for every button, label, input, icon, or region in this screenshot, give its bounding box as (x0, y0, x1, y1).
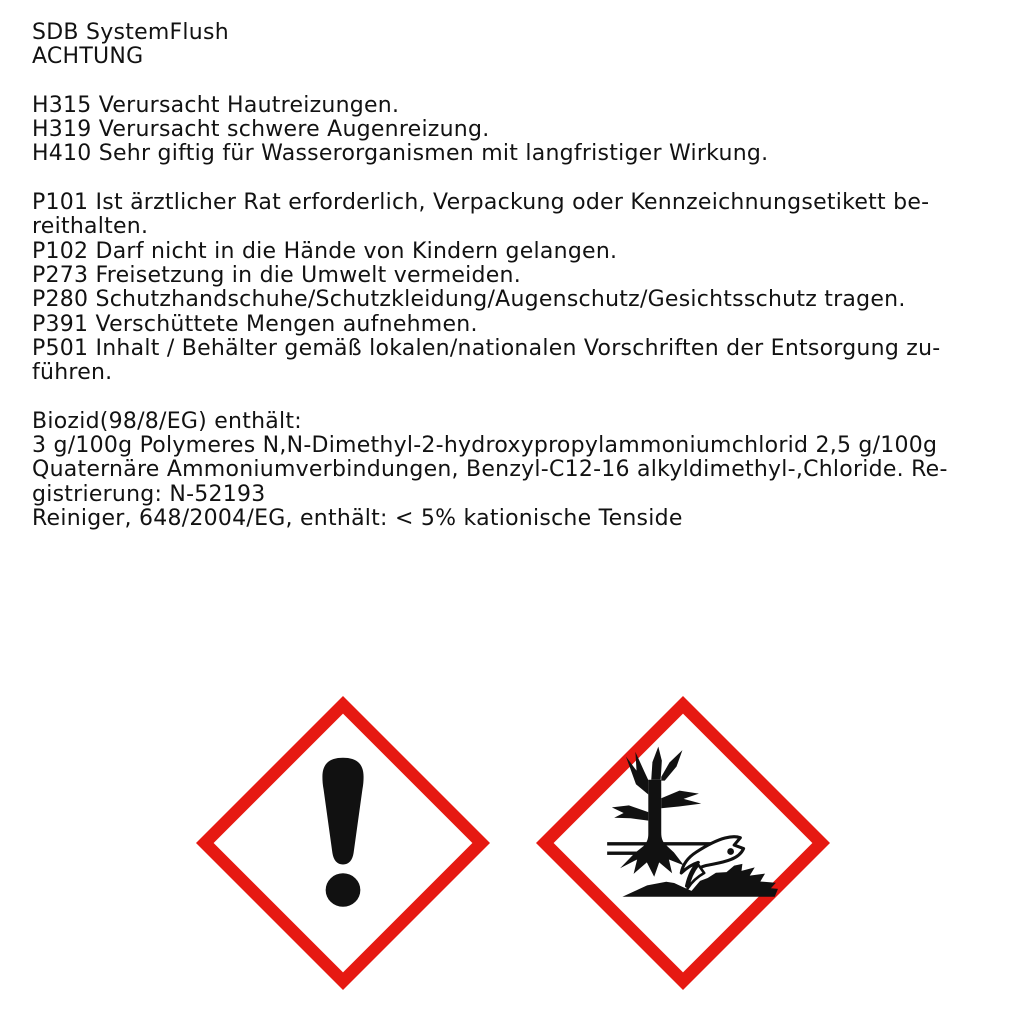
p-statement-p102: P102 Darf nicht in die Hände von Kindern gelangen. (32, 238, 618, 264)
ghs09-pictogram (536, 696, 830, 990)
biocide-registration: gistrierung: N-52193 (32, 481, 266, 507)
exclamation-dot (326, 873, 361, 907)
biocide-composition-line2: Quaternäre Ammoniumverbindungen, Benzyl-C12-16 alkyldimethyl-,Chloride. Re- (32, 457, 948, 483)
h-statement-h410: H410 Sehr giftig für Wasserorganismen mit langfristiger Wirkung. (32, 141, 769, 167)
p-statement-p391: P391 Verschüttete Mengen aufnehmen. (32, 311, 478, 337)
fish-eye (727, 848, 734, 855)
biocide-composition-line1: 3 g/100g Polymeres N,N-Dimethyl-2-hydroxypropylammoniumchlorid 2,5 g/100g (32, 433, 938, 459)
p-statement-p273: P273 Freisetzung in die Umwelt vermeiden. (32, 262, 521, 288)
label-text-block (32, 21, 948, 531)
p-statement-p101-line1: P101 Ist ärztlicher Rat erforderlich, Verpackung oder Kennzeichnungsetikett be- (32, 190, 930, 216)
blank-line (32, 70, 948, 94)
blank-line (32, 167, 948, 191)
p-statement-p280: P280 Schutzhandschuhe/Schutzkleidung/Augenschutz/Gesichtsschutz tragen. (32, 287, 906, 313)
biocide-heading: Biozid(98/8/EG) enthält: (32, 408, 302, 434)
blank-line (32, 385, 948, 409)
p-statement-p501-line1: P501 Inhalt / Behälter gemäß lokalen/nationalen Vorschriften der Entsorgung zu- (32, 335, 941, 361)
p-statement-p501-line2: führen. (32, 360, 113, 386)
h-statement-h315: H315 Verursacht Hautreizungen. (32, 92, 400, 118)
p-statement-p101-line2: reithalten. (32, 214, 149, 240)
detergent-regulation: Reiniger, 648/2004/EG, enthält: < 5% kationische Tenside (32, 505, 683, 531)
h-statement-h319: H319 Verursacht schwere Augenreizung. (32, 117, 490, 143)
product-name: SDB SystemFlush (32, 20, 229, 45)
signal-word: ACHTUNG (32, 44, 144, 70)
ghs07-pictogram (196, 696, 490, 990)
